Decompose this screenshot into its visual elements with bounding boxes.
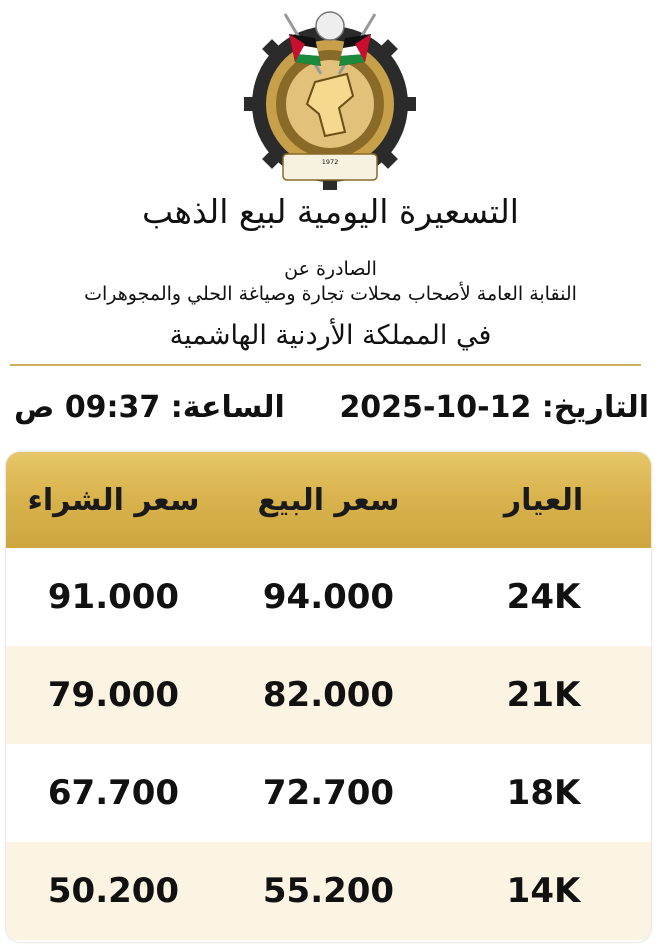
karat-cell: 18K	[506, 773, 581, 813]
table-row	[6, 646, 651, 744]
sell-cell: 72.700	[262, 773, 395, 813]
header-sell-price: سعر البيع	[257, 482, 400, 518]
buy-cell: 91.000	[47, 577, 180, 617]
table-row	[6, 548, 651, 646]
karat-cell: 14K	[506, 871, 581, 911]
header-karat: العيار	[503, 482, 584, 518]
divider	[10, 364, 641, 366]
buy-cell: 79.000	[47, 675, 180, 715]
page-title: التسعيرة اليومية لبيع الذهب	[142, 192, 519, 231]
price-table	[6, 452, 651, 942]
date-label: التاريخ: 12-10-2025	[339, 390, 649, 425]
table-row	[6, 744, 651, 842]
sell-cell: 55.200	[262, 871, 395, 911]
karat-cell: 24K	[506, 577, 581, 617]
table-header	[6, 452, 651, 548]
sell-cell: 94.000	[262, 577, 395, 617]
table-row	[6, 842, 651, 940]
sell-cell: 82.000	[262, 675, 395, 715]
header-buy-price: سعر الشراء	[27, 482, 200, 518]
svg-text:1972: 1972	[321, 158, 339, 166]
syndicate-logo	[235, 4, 425, 194]
region-label: في المملكة الأردنية الهاشمية	[169, 320, 492, 351]
issued-by-label: الصادرة عن	[284, 258, 377, 280]
time-label: الساعة: 09:37 ص	[14, 390, 285, 425]
issuer-name: النقابة العامة لأصحاب محلات تجارة وصياغة الحلي والمجوهرات	[84, 283, 577, 305]
karat-cell: 21K	[506, 675, 581, 715]
buy-cell: 50.200	[47, 871, 180, 911]
buy-cell: 67.700	[47, 773, 180, 813]
